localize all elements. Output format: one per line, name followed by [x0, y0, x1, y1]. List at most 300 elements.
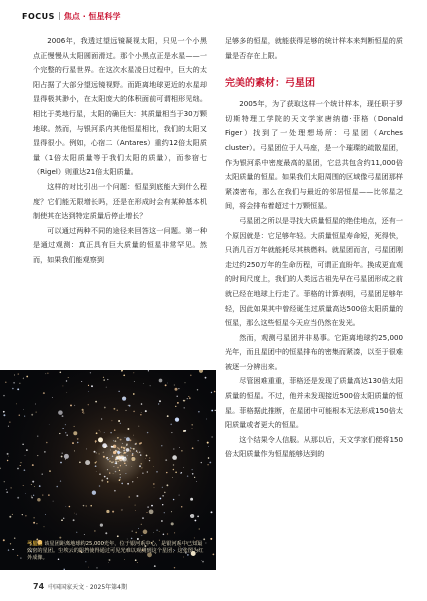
star [136, 450, 137, 451]
star [136, 495, 138, 497]
star [74, 426, 75, 427]
star [76, 514, 77, 515]
star [162, 495, 164, 497]
star [35, 404, 36, 405]
star [141, 524, 142, 525]
star [107, 379, 108, 380]
star [166, 472, 167, 473]
star [176, 396, 178, 398]
star [208, 457, 210, 459]
star [17, 555, 18, 556]
star [162, 487, 163, 488]
star [140, 463, 142, 465]
star [156, 529, 157, 530]
star [9, 422, 10, 423]
star [59, 537, 61, 539]
star [191, 424, 193, 426]
star [114, 429, 116, 431]
star [123, 397, 124, 398]
star [3, 411, 5, 413]
star [107, 469, 108, 470]
star [150, 385, 151, 386]
star [188, 396, 189, 397]
star [82, 412, 83, 413]
star [165, 384, 167, 386]
body-paragraph: 弓星团之所以是寻找大质量恒星的绝佳地点，还有一个原因就是：它足够年轻。大质量恒星寿命短，死得快，只消几百万年就能耗尽其核燃料。就星团而言，弓星团刚走过约250万年的生命历程，可谓正直盼年。换成更直观的时间尺度上，我们的人类远古祖先早在弓星团形成之前就已经在地球上行走了。菲格的计算表明，弓星团足够年轻，因此如果其中曾经诞生过质量高达500倍太阳质量的恒星，那么这些恒星今天应当仍然在发光。 [225, 215, 403, 328]
star [73, 431, 77, 435]
star [52, 397, 53, 398]
star [12, 388, 14, 390]
star [31, 484, 32, 485]
star [106, 510, 109, 513]
star [122, 455, 123, 456]
star [130, 447, 131, 448]
star [131, 466, 132, 467]
star [103, 452, 104, 453]
star [171, 432, 172, 433]
star [65, 506, 66, 507]
star [104, 407, 106, 409]
star [94, 451, 96, 453]
star [127, 455, 128, 456]
star [72, 442, 74, 444]
star [12, 514, 13, 515]
star [62, 415, 64, 417]
star [44, 451, 45, 452]
star [177, 402, 179, 404]
star [42, 474, 43, 475]
body-paragraph: 足够多的恒星，就能获得足够的统计样本来判断恒星的质量是否存在上限。 [225, 36, 403, 60]
star [133, 435, 134, 436]
star [99, 485, 101, 487]
star [111, 462, 113, 464]
star [120, 452, 121, 453]
star [197, 516, 199, 518]
star [81, 381, 82, 382]
star [110, 432, 112, 434]
star [161, 445, 162, 446]
star [118, 461, 119, 462]
star [6, 491, 8, 493]
star [123, 453, 124, 454]
star [24, 469, 26, 471]
star [214, 391, 216, 393]
star [47, 373, 48, 374]
star [123, 450, 125, 452]
star [68, 377, 69, 378]
star [37, 436, 38, 437]
star [117, 467, 119, 469]
star [192, 473, 194, 475]
star [190, 514, 194, 518]
star [117, 410, 118, 411]
star [190, 375, 192, 377]
star [20, 465, 21, 466]
star [127, 483, 129, 485]
star [179, 447, 180, 448]
star [158, 403, 159, 404]
star [95, 462, 97, 464]
star [113, 451, 116, 454]
star [60, 462, 62, 464]
star [67, 392, 68, 393]
star [18, 374, 19, 375]
star [172, 477, 173, 478]
star-field-illustration [0, 370, 216, 570]
star [174, 385, 175, 386]
star [61, 456, 63, 458]
star [196, 481, 197, 482]
star [37, 498, 41, 502]
star [183, 430, 185, 432]
star [206, 419, 207, 420]
star [32, 481, 34, 483]
star [190, 498, 193, 501]
star [63, 569, 64, 570]
star [6, 489, 7, 490]
star [39, 485, 41, 487]
star [126, 452, 127, 453]
star [69, 506, 71, 508]
star [119, 479, 121, 481]
running-header [22, 8, 121, 24]
star [120, 439, 122, 441]
star [25, 515, 26, 516]
star [166, 484, 168, 486]
star [175, 417, 179, 421]
star [112, 446, 114, 448]
body-paragraph: 2006年，我透过望远镜凝视太阳，只见一个小黑点正慢慢从太阳圆面滑过。那个小黑点正是水星——一个完整的行星世界。在这次水星凌日过程中，巨大的太阳占据了大部分望远镜视野。而距离地球更近的水星却显得极其渺小，在太阳庞大的体积面前可谓相形见绌。相比于类地行星，太阳的确巨大：其质量相当于30万颗地球。然而，与银河系内其他恒星相比，我们的太阳又显得很小。例如，心宿二（Antares）重约12倍太阳质量（1倍太阳质量等于我们太阳的质量），而参宿七（Rigel）则重达21倍太阳质量。 [33, 36, 207, 177]
star [192, 428, 193, 429]
star [203, 538, 205, 540]
star [159, 400, 161, 402]
star [45, 514, 46, 515]
page-footer [33, 582, 127, 591]
star [115, 457, 118, 460]
star [106, 478, 108, 480]
star [194, 537, 195, 538]
star [192, 447, 194, 449]
star [123, 374, 125, 376]
star [99, 430, 100, 431]
star [174, 532, 175, 533]
star [77, 438, 79, 440]
star [131, 448, 132, 449]
star [26, 449, 28, 451]
star [117, 437, 119, 439]
star [60, 372, 62, 374]
star [23, 378, 24, 379]
star [145, 458, 146, 459]
star [3, 539, 5, 541]
caption-text: 该星团距离地球约25,000光年，位于银河系中心，是银河系中已知最致密的星团。尘埃云的阻挡使得通过可见光难以观测到这个星团；这张图为红外成像。 [27, 541, 204, 562]
image-caption [27, 541, 207, 563]
star [59, 433, 60, 434]
star [79, 461, 81, 463]
star [198, 440, 199, 441]
star [96, 471, 97, 472]
star [134, 381, 135, 382]
star [14, 375, 15, 376]
star [5, 382, 7, 384]
star [31, 414, 33, 416]
star [88, 385, 89, 386]
star [112, 511, 114, 513]
star [132, 453, 133, 454]
star [123, 456, 124, 457]
star [20, 558, 21, 559]
star [211, 436, 212, 437]
star [65, 432, 66, 433]
star [131, 457, 135, 461]
star [114, 490, 116, 492]
star [139, 465, 141, 467]
star [126, 437, 130, 441]
body-paragraph: 这个结果令人信服。从那以后，天文学家们便将150倍太阳质量作为恒星能够达到的 [225, 434, 403, 459]
star [23, 485, 24, 486]
star [17, 468, 19, 470]
star [23, 377, 24, 378]
star [121, 446, 123, 448]
star [95, 440, 97, 442]
star [142, 517, 144, 519]
star [88, 404, 89, 405]
star [13, 382, 15, 384]
star [86, 505, 87, 506]
star [76, 532, 77, 533]
star [137, 538, 139, 540]
star [136, 532, 137, 533]
star [118, 457, 119, 458]
star [115, 471, 116, 472]
star [106, 387, 107, 388]
star [129, 405, 131, 407]
star [91, 385, 93, 387]
star [103, 456, 105, 458]
star [131, 538, 133, 540]
star [172, 455, 177, 460]
star [140, 414, 141, 415]
star [20, 462, 21, 463]
star [147, 512, 148, 513]
star [118, 420, 120, 422]
section-heading: 完美的素材：弓星团 [225, 78, 315, 90]
star [95, 465, 97, 467]
body-paragraph: 这样的对比引出一个问题：恒星到底能大到什么程度？它们能无限增长吗，还是在形成时会有某种基本机制使其在达到特定质量后停止增长？ [33, 181, 207, 221]
star [32, 464, 34, 466]
star [160, 498, 162, 500]
star [126, 444, 128, 446]
star [174, 567, 175, 568]
star [211, 392, 212, 393]
star [118, 456, 119, 457]
body-paragraph: 可以通过两种不同的途径来回答这一问题。第一种是通过观测：真正具有巨大质量的恒星非常罕见。然而，如果我们能观察到 [33, 225, 207, 264]
star [192, 469, 193, 470]
star [142, 472, 144, 474]
star [119, 457, 121, 459]
star [118, 454, 119, 455]
header-divider [59, 12, 60, 20]
star [94, 530, 95, 531]
star [3, 395, 4, 396]
star [141, 412, 142, 413]
star [147, 432, 148, 433]
star [33, 495, 34, 496]
star [66, 434, 67, 435]
star [132, 530, 133, 531]
star [99, 474, 100, 475]
star [60, 481, 61, 482]
star [145, 410, 147, 412]
star [148, 370, 149, 371]
star [184, 382, 185, 383]
star [183, 400, 185, 402]
star [170, 424, 171, 425]
star [183, 467, 184, 468]
star [22, 514, 23, 515]
star [7, 453, 9, 455]
star [96, 567, 97, 568]
star [90, 505, 92, 507]
star [83, 505, 84, 506]
star [151, 505, 153, 507]
star [31, 497, 33, 499]
star [205, 377, 207, 379]
star [139, 443, 141, 445]
star [184, 407, 185, 408]
star [95, 442, 96, 443]
body-paragraph: 然而，观测弓星团并非易事。它距离地球约25,000光年，而且星团中的恒星排布的密集而紧凑，以至于很难被逐一分辨出来。 [225, 332, 403, 371]
star [17, 497, 19, 499]
star [126, 465, 127, 466]
star [167, 383, 168, 384]
star [56, 486, 58, 488]
star [48, 494, 49, 495]
star [147, 471, 148, 472]
star [7, 460, 8, 461]
star [34, 486, 35, 487]
star [115, 463, 116, 464]
star [92, 491, 96, 495]
star [194, 520, 196, 522]
star [73, 519, 75, 521]
star [120, 477, 121, 478]
star [122, 443, 123, 444]
star [124, 462, 126, 464]
star [143, 530, 148, 535]
star [101, 480, 103, 482]
star [84, 534, 85, 535]
star [213, 554, 215, 556]
star [45, 373, 46, 374]
star [74, 450, 75, 451]
star [119, 470, 120, 471]
star [88, 391, 89, 392]
star [125, 473, 126, 474]
star [116, 461, 117, 462]
left-column [33, 34, 207, 268]
star [22, 444, 23, 445]
star [103, 445, 104, 446]
star [121, 510, 122, 511]
star [121, 456, 124, 459]
star [103, 379, 105, 381]
star [23, 409, 24, 410]
star [173, 448, 174, 449]
star [115, 440, 117, 442]
star [141, 467, 142, 468]
star [36, 412, 37, 413]
star [107, 481, 109, 483]
star [103, 377, 104, 378]
star [33, 522, 35, 524]
star [129, 496, 130, 497]
star [111, 420, 112, 421]
star [171, 522, 174, 525]
star [154, 565, 156, 567]
star [180, 473, 181, 474]
star [207, 464, 208, 465]
star [8, 426, 9, 427]
star [70, 404, 72, 406]
star [74, 405, 75, 406]
star [19, 383, 20, 384]
star [17, 388, 19, 390]
star [25, 493, 26, 494]
star [9, 516, 11, 518]
star [201, 462, 202, 463]
star [101, 441, 102, 442]
star [82, 409, 84, 411]
star [149, 509, 154, 514]
star [90, 372, 91, 373]
star [122, 397, 126, 401]
star [109, 472, 110, 473]
star [107, 459, 108, 460]
star [187, 398, 188, 399]
star [119, 391, 120, 392]
page-number: 74 [33, 582, 45, 591]
star [113, 466, 114, 467]
star [19, 415, 20, 416]
star [109, 460, 111, 462]
star [25, 455, 26, 456]
star [49, 470, 51, 472]
star [3, 414, 5, 416]
header-focus-label: FOCUS [22, 11, 55, 21]
star [127, 461, 128, 462]
star [101, 418, 102, 419]
star [149, 460, 150, 461]
star [53, 501, 54, 502]
star [33, 517, 34, 518]
star [127, 428, 129, 430]
star [16, 404, 17, 405]
star [44, 526, 45, 527]
star [136, 443, 137, 444]
star [147, 506, 148, 507]
star [164, 512, 165, 513]
star [106, 457, 107, 458]
star [129, 450, 130, 451]
star [137, 477, 138, 478]
star [159, 531, 160, 532]
star [8, 549, 9, 550]
star [211, 410, 213, 412]
star [42, 495, 43, 496]
star [86, 448, 87, 449]
star [133, 448, 135, 450]
